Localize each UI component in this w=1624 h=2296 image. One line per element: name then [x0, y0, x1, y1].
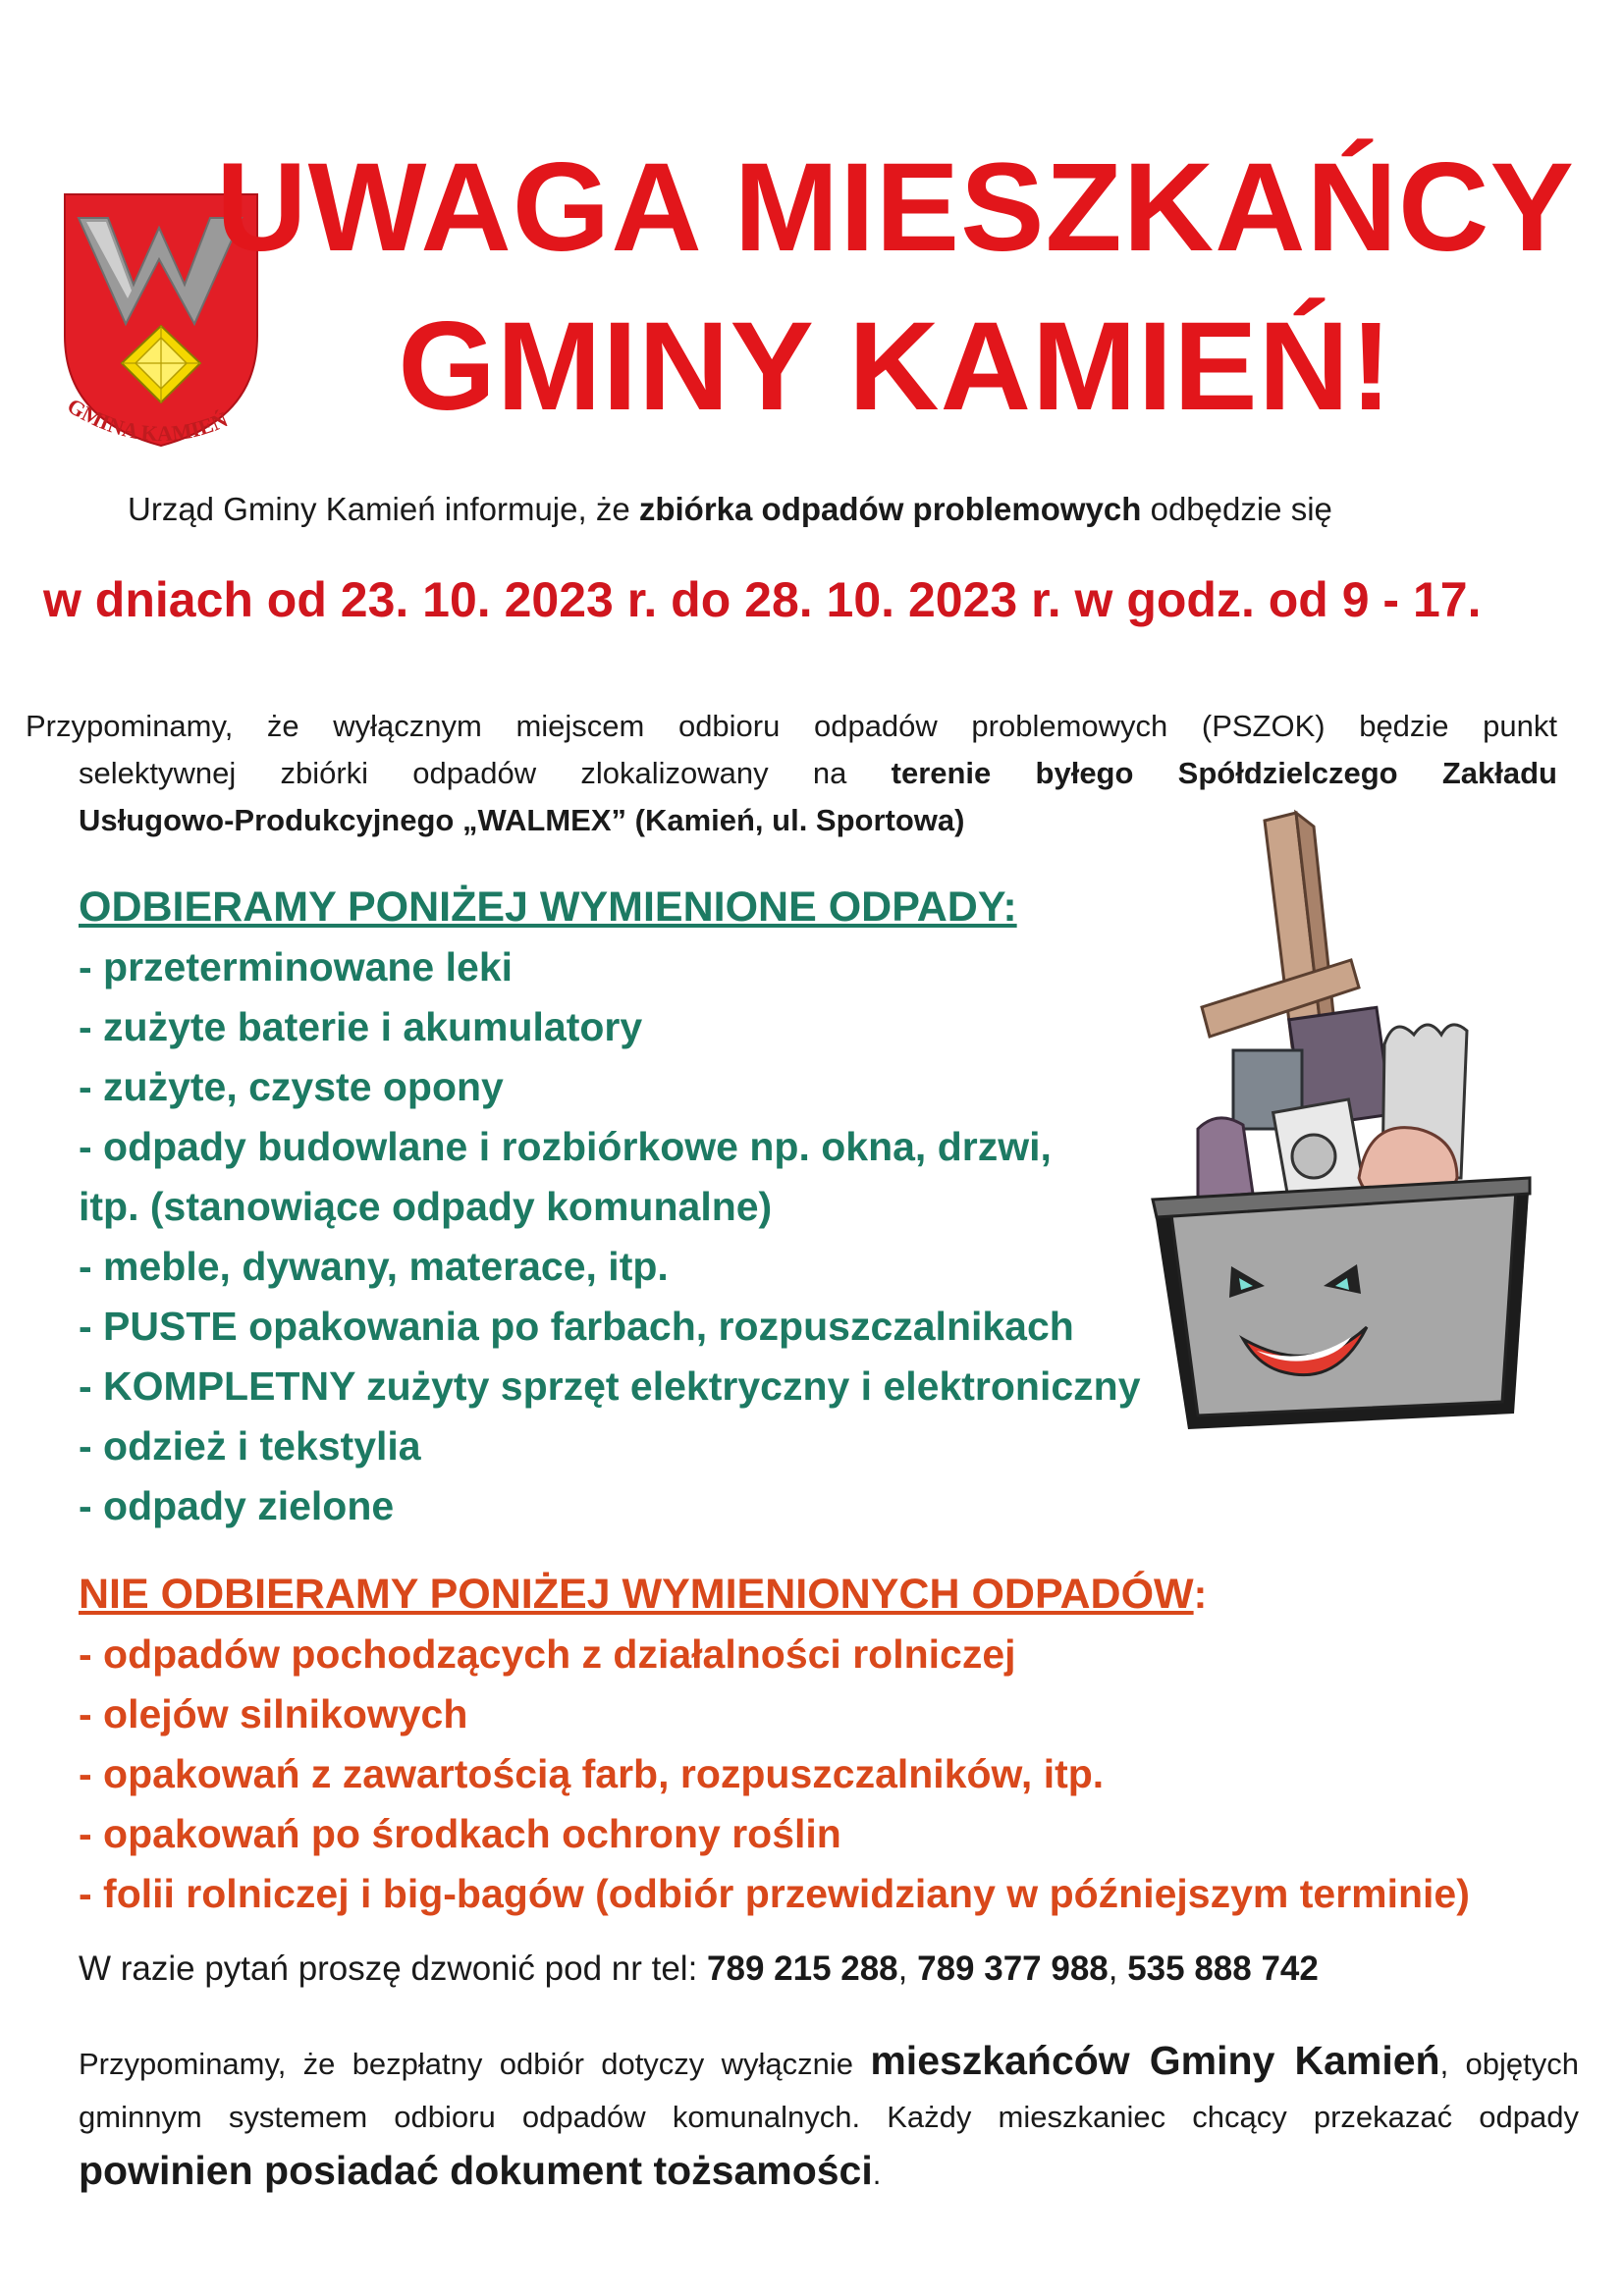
para1-line3-bold: Usługowo-Produkcyjnego „WALMEX” (Kamień, ul. Sportowa): [79, 803, 965, 837]
list-item: - KOMPLETNY zużyty sprzęt elektryczny i elektroniczny: [79, 1363, 1141, 1409]
para2-text-2: , objętych gminnym systemem odbioru odpadów komunalnych. Każdy mieszkaniec chcący przekazać odpady: [79, 2047, 1579, 2134]
list-item: - odzież i tekstylia: [79, 1423, 421, 1468]
list-item: - opakowań z zawartością farb, rozpuszczalników, itp.: [79, 1751, 1105, 1796]
phones-prefix: W razie pytań proszę dzwonić pod nr tel:: [79, 1949, 708, 1988]
list-item: - opakowań po środkach ochrony roślin: [79, 1811, 841, 1856]
contact-phones: [79, 1949, 1319, 1989]
list-item: - olejów silnikowych: [79, 1691, 468, 1736]
phones-separator: ,: [1108, 1949, 1128, 1988]
accepted-heading: ODBIERAMY PONIŻEJ WYMIENIONE ODPADY:: [79, 883, 1017, 931]
list-item: - folii rolniczej i big-bagów (odbiór przewidziany w późniejszym terminie): [79, 1871, 1470, 1916]
crest-label: GMINA KAMIEŃ: [63, 393, 232, 447]
accepted-waste-list: [79, 878, 1198, 1536]
title-line-2: GMINY KAMIEŃ!: [398, 296, 1393, 437]
rejected-waste-list: [79, 1565, 1610, 1924]
phone-number-3: 535 888 742: [1127, 1949, 1319, 1988]
collection-dates: w dniach od 23. 10. 2023 r. do 28. 10. 2023 r. w godz. od 9 - 17.: [43, 572, 1482, 627]
intro-before: Urząd Gminy Kamień informuje, że: [128, 491, 639, 527]
residents-notice-paragraph: [79, 2034, 1579, 2201]
waste-bin-illustration: [1149, 805, 1542, 1433]
list-item: itp. (stanowiące odpady komunalne): [79, 1184, 773, 1229]
list-item: - PUSTE opakowania po farbach, rozpuszczalnikach: [79, 1304, 1074, 1349]
list-item: - odpady budowlane i rozbiórkowe np. okna, drzwi,: [79, 1124, 1052, 1169]
phones-separator: ,: [897, 1949, 918, 1988]
phone-number-1: 789 215 288: [707, 1949, 898, 1988]
para1-line2-normal: selektywnej zbiórki odpadów zlokalizowany na: [79, 756, 892, 790]
list-item: - zużyte baterie i akumulatory: [79, 1004, 643, 1049]
rejected-heading-colon: :: [1193, 1572, 1208, 1617]
list-item: - odpadów pochodzących z działalności rolniczej: [79, 1631, 1016, 1677]
para2-bold-2: powinien posiadać dokument tożsamości: [79, 2148, 873, 2193]
intro-after: odbędzie się: [1141, 491, 1332, 527]
title-line-1: UWAGA MIESZKAŃCY: [216, 137, 1575, 278]
phone-number-2: 789 377 988: [917, 1949, 1109, 1988]
intro-bold: zbiórka odpadów problemowych: [638, 491, 1142, 527]
list-item: - meble, dywany, materace, itp.: [79, 1244, 669, 1289]
para1-line1: Przypominamy, że wyłącznym miejscem odbioru odpadów problemowych (PSZOK) będzie punkt: [26, 709, 1557, 743]
para1-line2-bold: terenie byłego Spółdzielczego Zakładu: [891, 756, 1557, 790]
rejected-heading-row: [79, 1565, 1610, 1625]
para2-text-3: .: [872, 2157, 882, 2191]
para1-line2: [26, 750, 1557, 797]
para2-bold-1: mieszkańców Gminy Kamień: [870, 2038, 1440, 2083]
para2-text-1: Przypominamy, że bezpłatny odbiór dotyczy wyłącznie: [79, 2047, 871, 2081]
list-item: - zużyte, czyste opony: [79, 1064, 504, 1109]
rejected-heading: NIE ODBIERAMY PONIŻEJ WYMIENIONYCH ODPADÓW: [79, 1571, 1194, 1618]
intro-text: [128, 491, 1561, 528]
list-item: - przeterminowane leki: [79, 944, 514, 989]
list-item: - odpady zielone: [79, 1483, 395, 1528]
